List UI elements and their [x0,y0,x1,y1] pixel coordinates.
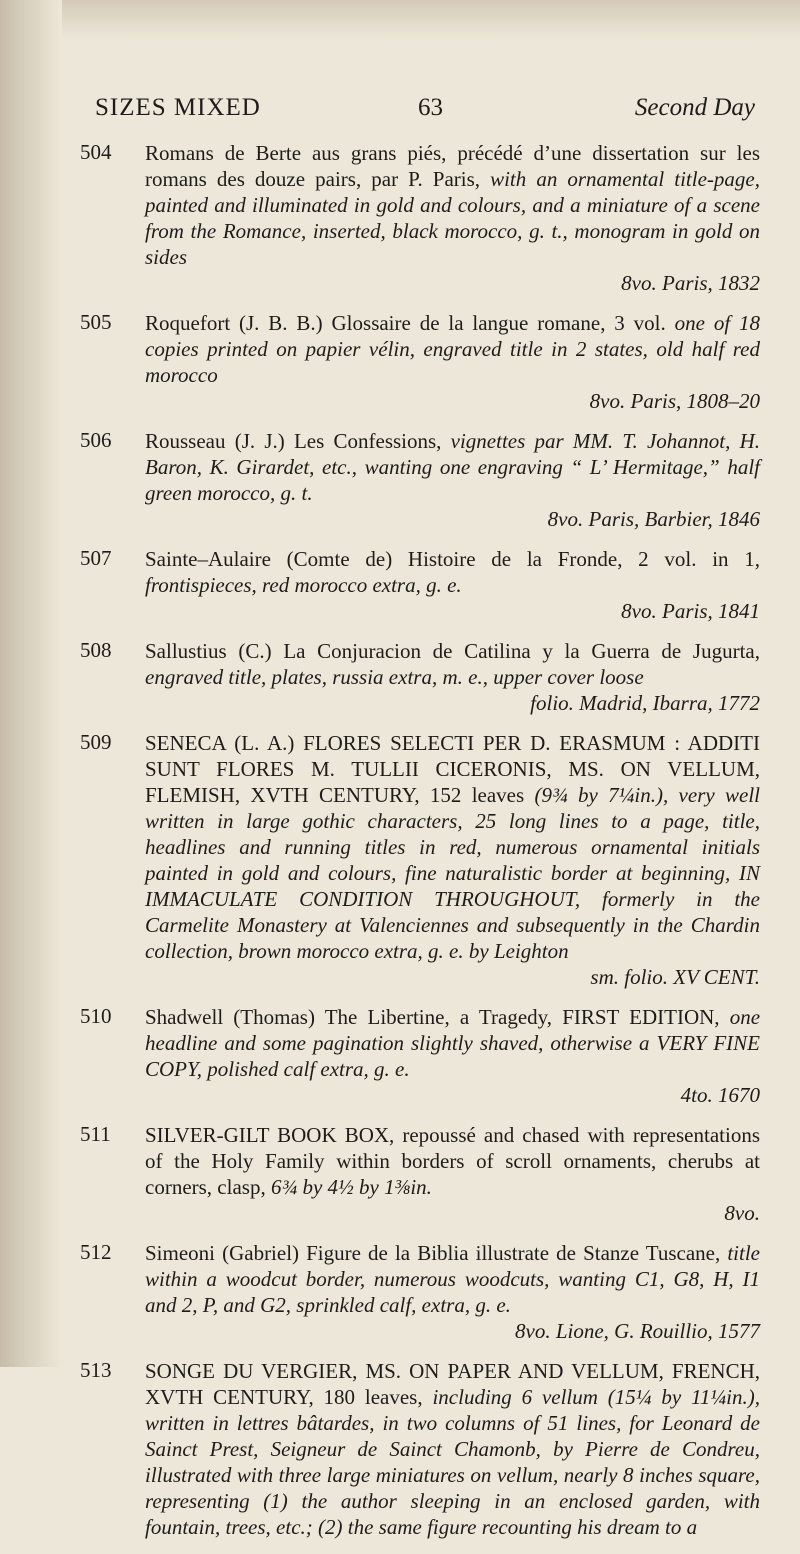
lot-imprint: 8vo. Lione, G. Rouillio, 1577 [515,1319,760,1343]
lot-505 [80,310,760,414]
lot-imprint: folio. Madrid, Ibarra, 1772 [530,691,760,715]
header-sale-day: Second Day [634,94,755,121]
lot-number: 512 [80,1240,112,1264]
lot-number: 508 [80,638,112,662]
lot-508 [80,638,760,716]
lot-title: Romans de Berte aus grans piés, précédé d’une dissertation sur les romans des douze pairs, par P. Paris, [145,141,760,191]
page-number: 63 [418,94,443,121]
lot-details: one of 18 copies printed on papier vélin, engraved title in 2 states, old half red morocco [145,311,761,387]
lot-title: Simeoni (Gabriel) Figure de la Biblia illustrate de Stanze Tuscane, [145,1241,721,1265]
lot-imprint: 8vo. Paris, Barbier, 1846 [547,507,760,531]
lot-description [145,546,760,624]
lot-imprint: 4to. 1670 [680,1083,760,1107]
page-top-edge [0,0,800,40]
lot-title: Roquefort (J. B. B.) Glossaire de la langue romane, 3 vol. [145,311,666,335]
lot-imprint: 8vo. Paris, 1841 [621,599,760,623]
lot-details: (9¾ by 7¼in.), very well written in large gothic characters, 25 long lines to a page, title, headlines and running titles in red, numerous ornamental initials painted in gold and colours, fine naturalistic border at beginning, IN IMMACULATE CONDITION THROUGHOUT, formerly in the Carmelite Monastery at Valenciennes and subsequently in the Chardin collection, brown morocco extra, g. e. by Leighton [145,783,760,963]
lot-imprint: sm. folio. XV CENT. [590,965,760,989]
lot-description [145,1004,760,1108]
lot-details: one headline and some pagination slightly shaved, otherwise a VERY FINE COPY, polished calf extra, g. e. [145,1005,761,1081]
lot-number: 507 [80,546,112,570]
lot-title: Shadwell (Thomas) The Libertine, a Tragedy, FIRST EDITION, [145,1005,720,1029]
lot-description [145,1358,760,1540]
lot-title: Rousseau (J. J.) Les Confessions, [145,429,442,453]
lot-number: 513 [80,1358,112,1382]
book-gutter [0,0,62,1367]
lot-description [145,1122,760,1226]
lot-details: including 6 vellum (15¼ by 11¼in.), written in lettres bâtardes, in two columns of 51 lines, for Leonard de Sainct Prest, Seigneur de Sainct Chamonb, by Pierre de Condreu, illustrated with three large miniatures on vellum, nearly 8 inches square, representing (1) the author sleeping in an enclosed garden, with fountain, trees, etc.; (2) the same figure recounting his dream to a [145,1385,761,1539]
lot-details: 6¾ by 4½ by 1⅜in. [270,1175,432,1199]
lot-510 [80,1004,760,1108]
lot-511 [80,1122,760,1226]
lot-description [145,638,760,716]
lot-description [145,140,760,296]
lot-imprint: 8vo. Paris, 1808–20 [589,389,760,413]
lot-description [145,1240,760,1344]
header-section-title: SIZES MIXED [95,94,261,121]
lot-title: Sallustius (C.) La Conjuracion de Catilina y la Guerra de Jugurta, [145,639,760,663]
lot-description [145,730,760,990]
lot-507 [80,546,760,624]
lot-number: 511 [80,1122,111,1146]
lot-title: SILVER-GILT BOOK BOX, repoussé and chased with representations of the Holy Family within borders of scroll ornaments, cherubs at corners, clasp, [145,1123,760,1199]
lot-description [145,310,760,414]
lot-title: SENECA (L. A.) FLORES SELECTI PER D. ERASMUM : ADDITI SUNT FLORES M. TULLII CICERONIS, MS. ON VELLUM, FLEMISH, XVTH CENTURY, 152 leaves [145,731,760,807]
lot-imprint: 8vo. [724,1201,760,1225]
lot-details: vignettes par MM. T. Johannot, H. Baron, K. Girardet, etc., wanting one engraving “ L’ Hermitage,” half green morocco, g. t. [145,429,760,505]
lot-details: engraved title, plates, russia extra, m. e., upper cover loose [145,665,644,689]
lot-details: title within a woodcut border, numerous woodcuts, wanting C1, G8, H, I1 and 2, P, and G2, sprinkled calf, extra, g. e. [145,1241,761,1317]
running-header [95,94,755,134]
lot-506 [80,428,760,532]
lot-512 [80,1240,760,1344]
lot-title: Sainte–Aulaire (Comte de) Histoire de la Fronde, 2 vol. in 1, [145,547,760,571]
lot-513 [80,1358,760,1540]
lot-number: 504 [80,140,112,164]
lot-number: 510 [80,1004,112,1028]
lot-imprint: 8vo. Paris, 1832 [621,271,760,295]
lot-509 [80,730,760,990]
lot-details: with an ornamental title-page, painted and illuminated in gold and colours, and a miniature of a scene from the Romance, inserted, black morocco, g. t., monogram in gold on sides [145,167,760,269]
catalogue-entries [80,140,760,1554]
lot-description [145,428,760,532]
lot-504 [80,140,760,296]
lot-number: 509 [80,730,112,754]
lot-title: SONGE DU VERGIER, MS. ON PAPER AND VELLUM, FRENCH, XVTH CENTURY, 180 leaves, [145,1359,760,1409]
lot-number: 506 [80,428,112,452]
lot-number: 505 [80,310,112,334]
lot-details: frontispieces, red morocco extra, g. e. [145,573,462,597]
